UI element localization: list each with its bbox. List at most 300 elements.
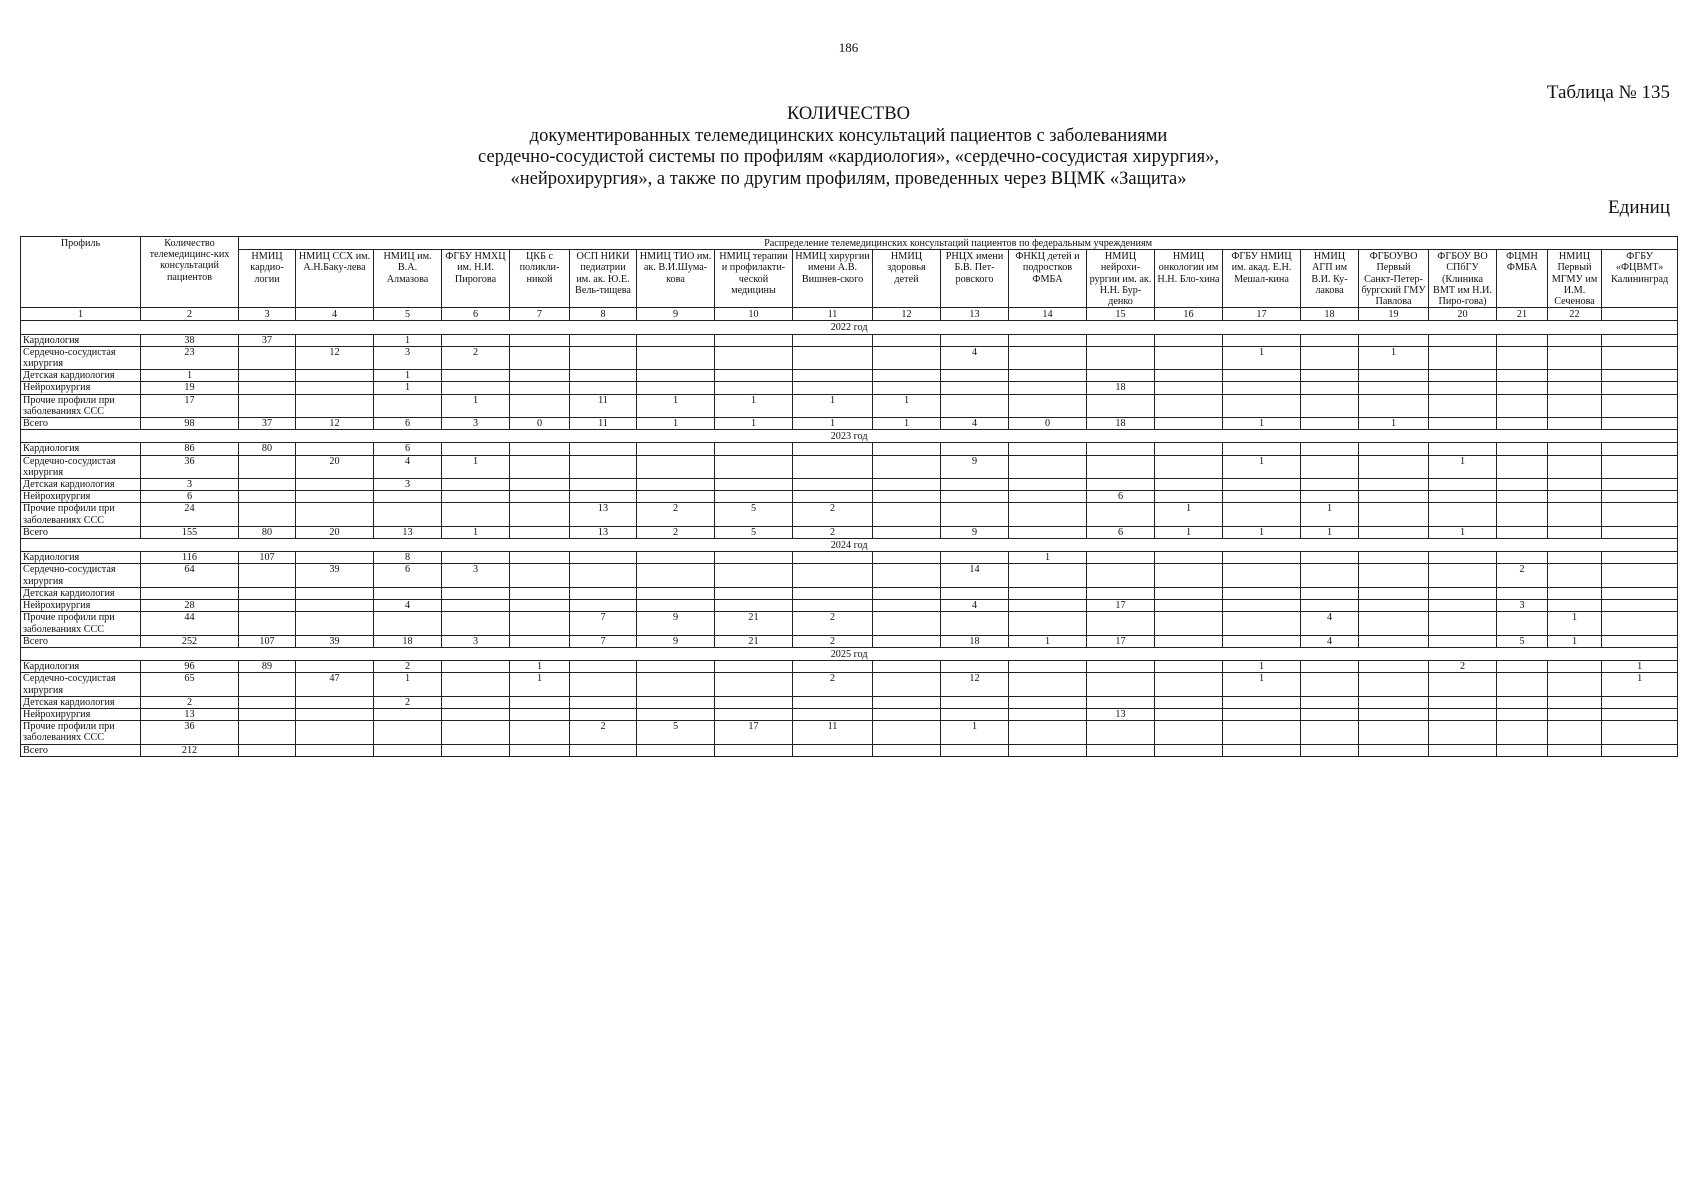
header-institution: ЦКБ с поликли-никой <box>510 250 570 308</box>
row-total-count: 17 <box>141 394 239 417</box>
cell-value <box>637 491 715 503</box>
cell-value: 1 <box>1155 503 1223 526</box>
cell-value <box>1359 744 1429 756</box>
cell-value: 0 <box>510 418 570 430</box>
cell-value <box>1497 612 1548 635</box>
cell-value <box>570 370 637 382</box>
cell-value: 89 <box>239 661 296 673</box>
cell-value <box>1548 503 1602 526</box>
cell-value <box>1223 382 1301 394</box>
cell-value <box>1009 334 1087 346</box>
header-column-number: 21 <box>1497 308 1548 321</box>
cell-value <box>1009 382 1087 394</box>
cell-value <box>510 696 570 708</box>
row-profile: Нейрохирургия <box>21 382 141 394</box>
table-row <box>21 526 1678 538</box>
cell-value: 1 <box>1359 418 1429 430</box>
header-column-number: 20 <box>1429 308 1497 321</box>
table-row <box>21 721 1678 744</box>
cell-value <box>1009 503 1087 526</box>
cell-value <box>1429 744 1497 756</box>
cell-value <box>1087 552 1155 564</box>
row-profile: Сердечно-сосудистая хирургия <box>21 455 141 478</box>
cell-value <box>1429 552 1497 564</box>
row-profile: Прочие профили при заболеваниях ССС <box>21 394 141 417</box>
row-total-count: 86 <box>141 443 239 455</box>
year-label: 2022 год <box>21 321 1678 334</box>
cell-value <box>941 696 1009 708</box>
cell-value <box>873 708 941 720</box>
cell-value <box>374 612 442 635</box>
cell-value <box>510 346 570 369</box>
cell-value: 8 <box>374 552 442 564</box>
cell-value <box>442 370 510 382</box>
cell-value <box>442 600 510 612</box>
cell-value: 107 <box>239 635 296 647</box>
cell-value <box>1009 696 1087 708</box>
cell-value <box>442 334 510 346</box>
table-row <box>21 552 1678 564</box>
cell-value <box>1602 370 1678 382</box>
header-column-number: 3 <box>239 308 296 321</box>
header-column-number: 15 <box>1087 308 1155 321</box>
cell-value <box>1155 635 1223 647</box>
cell-value: 18 <box>1087 382 1155 394</box>
cell-value <box>510 564 570 587</box>
row-total-count: 24 <box>141 503 239 526</box>
cell-value <box>1301 587 1359 599</box>
cell-value <box>1548 721 1602 744</box>
cell-value <box>1548 696 1602 708</box>
header-column-number: 1 <box>21 308 141 321</box>
cell-value <box>715 491 793 503</box>
row-profile: Детская кардиология <box>21 587 141 599</box>
row-profile: Сердечно-сосудистая хирургия <box>21 346 141 369</box>
cell-value <box>873 334 941 346</box>
cell-value <box>570 708 637 720</box>
cell-value <box>637 587 715 599</box>
cell-value <box>1223 708 1301 720</box>
cell-value <box>1223 635 1301 647</box>
cell-value: 1 <box>1009 635 1087 647</box>
cell-value <box>1223 552 1301 564</box>
cell-value <box>1155 587 1223 599</box>
cell-value: 20 <box>296 455 374 478</box>
cell-value <box>793 564 873 587</box>
cell-value <box>1155 708 1223 720</box>
cell-value <box>1155 600 1223 612</box>
cell-value <box>1359 443 1429 455</box>
table-title <box>0 104 1697 190</box>
cell-value <box>1497 479 1548 491</box>
header-column-number: 10 <box>715 308 793 321</box>
cell-value <box>296 600 374 612</box>
cell-value <box>570 491 637 503</box>
cell-value: 9 <box>941 526 1009 538</box>
cell-value <box>1087 587 1155 599</box>
cell-value <box>239 587 296 599</box>
cell-value <box>442 503 510 526</box>
cell-value <box>1602 612 1678 635</box>
cell-value <box>1359 370 1429 382</box>
cell-value <box>873 370 941 382</box>
table-row <box>21 346 1678 369</box>
header-column-number: 6 <box>442 308 510 321</box>
cell-value <box>296 696 374 708</box>
row-total-count: 64 <box>141 564 239 587</box>
row-profile: Кардиология <box>21 552 141 564</box>
cell-value <box>1301 708 1359 720</box>
cell-value <box>941 443 1009 455</box>
cell-value <box>1429 382 1497 394</box>
header-column-number: 4 <box>296 308 374 321</box>
cell-value <box>1087 443 1155 455</box>
cell-value <box>1429 600 1497 612</box>
row-profile: Всего <box>21 635 141 647</box>
cell-value <box>1301 370 1359 382</box>
cell-value <box>1429 673 1497 696</box>
cell-value: 17 <box>1087 600 1155 612</box>
header-column-number: 13 <box>941 308 1009 321</box>
cell-value: 1 <box>941 721 1009 744</box>
cell-value <box>510 370 570 382</box>
cell-value: 9 <box>637 612 715 635</box>
cell-value <box>873 661 941 673</box>
cell-value: 6 <box>374 443 442 455</box>
cell-value <box>442 587 510 599</box>
cell-value <box>1429 346 1497 369</box>
cell-value <box>873 382 941 394</box>
cell-value <box>1155 564 1223 587</box>
cell-value: 14 <box>941 564 1009 587</box>
cell-value: 1 <box>374 673 442 696</box>
cell-value <box>873 479 941 491</box>
header-institution: НМИЦ онкологии им Н.Н. Бло-хина <box>1155 250 1223 308</box>
cell-value <box>1497 491 1548 503</box>
cell-value: 1 <box>1301 503 1359 526</box>
cell-value: 20 <box>296 526 374 538</box>
cell-value <box>239 708 296 720</box>
cell-value <box>1301 696 1359 708</box>
cell-value <box>296 744 374 756</box>
cell-value <box>296 491 374 503</box>
cell-value <box>1429 443 1497 455</box>
row-total-count: 65 <box>141 673 239 696</box>
row-profile: Всего <box>21 744 141 756</box>
cell-value <box>1155 744 1223 756</box>
row-total-count: 19 <box>141 382 239 394</box>
cell-value <box>570 455 637 478</box>
row-profile: Прочие профили при заболеваниях ССС <box>21 721 141 744</box>
cell-value <box>374 744 442 756</box>
cell-value: 13 <box>374 526 442 538</box>
cell-value <box>442 491 510 503</box>
cell-value <box>1009 661 1087 673</box>
cell-value <box>1548 600 1602 612</box>
cell-value: 13 <box>1087 708 1155 720</box>
cell-value <box>793 346 873 369</box>
cell-value: 1 <box>442 526 510 538</box>
cell-value <box>1155 418 1223 430</box>
cell-value: 4 <box>1301 635 1359 647</box>
cell-value <box>1009 600 1087 612</box>
cell-value: 1 <box>374 370 442 382</box>
table-row <box>21 382 1678 394</box>
cell-value <box>1009 708 1087 720</box>
cell-value: 47 <box>296 673 374 696</box>
cell-value <box>715 479 793 491</box>
cell-value <box>1548 394 1602 417</box>
header-column-number: 7 <box>510 308 570 321</box>
row-profile: Детская кардиология <box>21 370 141 382</box>
cell-value <box>1155 721 1223 744</box>
cell-value <box>1429 612 1497 635</box>
cell-value <box>1429 394 1497 417</box>
cell-value: 1 <box>1223 455 1301 478</box>
cell-value <box>296 382 374 394</box>
cell-value <box>510 708 570 720</box>
table-row <box>21 587 1678 599</box>
cell-value <box>715 382 793 394</box>
cell-value <box>1155 552 1223 564</box>
cell-value <box>1602 334 1678 346</box>
row-profile: Нейрохирургия <box>21 600 141 612</box>
header-institution: НМИЦ терапии и профилакти-ческой медицины <box>715 250 793 308</box>
cell-value <box>570 673 637 696</box>
cell-value <box>239 370 296 382</box>
cell-value <box>793 696 873 708</box>
cell-value <box>793 587 873 599</box>
cell-value <box>1009 394 1087 417</box>
cell-value: 2 <box>442 346 510 369</box>
cell-value <box>1009 612 1087 635</box>
cell-value: 1 <box>1301 526 1359 538</box>
cell-value: 1 <box>1223 673 1301 696</box>
cell-value <box>1602 564 1678 587</box>
cell-value <box>1301 479 1359 491</box>
cell-value <box>1155 382 1223 394</box>
cell-value: 2 <box>374 696 442 708</box>
row-profile: Кардиология <box>21 661 141 673</box>
cell-value <box>239 721 296 744</box>
cell-value: 1 <box>1155 526 1223 538</box>
cell-value: 1 <box>793 418 873 430</box>
row-profile: Сердечно-сосудистая хирургия <box>21 564 141 587</box>
cell-value <box>510 744 570 756</box>
cell-value: 1 <box>793 394 873 417</box>
cell-value <box>1429 696 1497 708</box>
cell-value <box>239 346 296 369</box>
cell-value: 1 <box>637 418 715 430</box>
cell-value <box>1497 721 1548 744</box>
cell-value: 11 <box>570 418 637 430</box>
header-column-number: 17 <box>1223 308 1301 321</box>
cell-value: 3 <box>442 418 510 430</box>
cell-value: 17 <box>715 721 793 744</box>
cell-value <box>1301 346 1359 369</box>
cell-value: 18 <box>941 635 1009 647</box>
cell-value <box>793 491 873 503</box>
cell-value <box>1359 382 1429 394</box>
header-column-number <box>1602 308 1678 321</box>
cell-value <box>1223 564 1301 587</box>
row-profile: Нейрохирургия <box>21 708 141 720</box>
cell-value <box>793 744 873 756</box>
cell-value <box>1301 564 1359 587</box>
cell-value <box>510 443 570 455</box>
table-body <box>21 321 1678 756</box>
cell-value <box>793 370 873 382</box>
cell-value: 6 <box>1087 491 1155 503</box>
row-total-count: 36 <box>141 721 239 744</box>
cell-value <box>374 708 442 720</box>
cell-value <box>1155 673 1223 696</box>
year-row <box>21 539 1678 552</box>
cell-value <box>510 552 570 564</box>
cell-value <box>1602 552 1678 564</box>
cell-value <box>570 443 637 455</box>
cell-value <box>1155 491 1223 503</box>
cell-value: 13 <box>570 526 637 538</box>
cell-value <box>1548 382 1602 394</box>
cell-value <box>1301 600 1359 612</box>
header-column-number: 8 <box>570 308 637 321</box>
cell-value <box>715 600 793 612</box>
cell-value <box>1497 526 1548 538</box>
table-header <box>21 237 1678 321</box>
header-institution: ФЦМН ФМБА <box>1497 250 1548 308</box>
cell-value: 2 <box>1429 661 1497 673</box>
cell-value <box>570 744 637 756</box>
cell-value <box>1155 346 1223 369</box>
cell-value <box>510 394 570 417</box>
row-profile: Прочие профили при заболеваниях ССС <box>21 612 141 635</box>
cell-value <box>793 600 873 612</box>
cell-value <box>1429 479 1497 491</box>
cell-value <box>1155 394 1223 417</box>
cell-value <box>1602 503 1678 526</box>
table-row <box>21 600 1678 612</box>
cell-value <box>1497 370 1548 382</box>
cell-value <box>1223 479 1301 491</box>
cell-value <box>1429 418 1497 430</box>
cell-value <box>1359 334 1429 346</box>
cell-value: 1 <box>1602 673 1678 696</box>
cell-value <box>1602 587 1678 599</box>
cell-value <box>1087 744 1155 756</box>
cell-value <box>296 334 374 346</box>
cell-value <box>1301 661 1359 673</box>
cell-value <box>1087 721 1155 744</box>
cell-value <box>637 382 715 394</box>
row-total-count: 38 <box>141 334 239 346</box>
cell-value <box>570 552 637 564</box>
year-row <box>21 647 1678 660</box>
cell-value <box>793 552 873 564</box>
cell-value <box>1602 696 1678 708</box>
cell-value <box>941 370 1009 382</box>
cell-value <box>374 721 442 744</box>
cell-value <box>793 479 873 491</box>
header-institution: НМИЦ АГП им В.И. Ку-лакова <box>1301 250 1359 308</box>
cell-value <box>1548 552 1602 564</box>
cell-value <box>1009 673 1087 696</box>
cell-value <box>239 382 296 394</box>
cell-value <box>1359 600 1429 612</box>
cell-value <box>1155 370 1223 382</box>
cell-value <box>637 661 715 673</box>
cell-value <box>510 479 570 491</box>
cell-value: 4 <box>941 600 1009 612</box>
cell-value <box>239 491 296 503</box>
cell-value <box>637 479 715 491</box>
cell-value <box>1602 455 1678 478</box>
year-label: 2023 год <box>21 430 1678 443</box>
cell-value <box>442 552 510 564</box>
cell-value <box>873 526 941 538</box>
cell-value <box>1497 418 1548 430</box>
cell-value <box>442 708 510 720</box>
cell-value <box>296 612 374 635</box>
header-column-number: 12 <box>873 308 941 321</box>
cell-value <box>1359 708 1429 720</box>
cell-value <box>1359 503 1429 526</box>
cell-value: 1 <box>510 661 570 673</box>
cell-value <box>239 394 296 417</box>
cell-value <box>1548 334 1602 346</box>
units-label: Единиц <box>1608 197 1670 218</box>
header-institution: ФГБУ НМИЦ им. акад. Е.Н. Мешал-кина <box>1223 250 1301 308</box>
cell-value: 2 <box>793 503 873 526</box>
cell-value <box>1429 587 1497 599</box>
cell-value: 4 <box>941 418 1009 430</box>
cell-value <box>1155 334 1223 346</box>
header-institution: НМИЦ Первый МГМУ им И.М. Сеченова <box>1548 250 1602 308</box>
cell-value <box>510 503 570 526</box>
cell-value <box>510 491 570 503</box>
cell-value <box>1602 600 1678 612</box>
cell-value <box>1301 721 1359 744</box>
row-profile: Детская кардиология <box>21 479 141 491</box>
cell-value <box>873 696 941 708</box>
row-total-count: 116 <box>141 552 239 564</box>
cell-value <box>1155 696 1223 708</box>
table-row <box>21 612 1678 635</box>
header-institution: НМИЦ ТИО им. ак. В.И.Шума-кова <box>637 250 715 308</box>
cell-value <box>793 708 873 720</box>
cell-value <box>873 491 941 503</box>
cell-value <box>1548 455 1602 478</box>
cell-value <box>239 503 296 526</box>
cell-value <box>1301 455 1359 478</box>
cell-value <box>1602 526 1678 538</box>
cell-value <box>1497 346 1548 369</box>
cell-value: 2 <box>374 661 442 673</box>
cell-value <box>1301 443 1359 455</box>
cell-value <box>637 552 715 564</box>
header-column-number: 22 <box>1548 308 1602 321</box>
cell-value <box>1429 721 1497 744</box>
row-total-count: 2 <box>141 696 239 708</box>
header-index-row <box>21 308 1678 321</box>
cell-value: 80 <box>239 443 296 455</box>
cell-value: 3 <box>442 564 510 587</box>
cell-value <box>873 455 941 478</box>
cell-value: 1 <box>1548 635 1602 647</box>
header-institutions-row <box>21 250 1678 308</box>
cell-value: 1 <box>1009 552 1087 564</box>
cell-value <box>941 612 1009 635</box>
